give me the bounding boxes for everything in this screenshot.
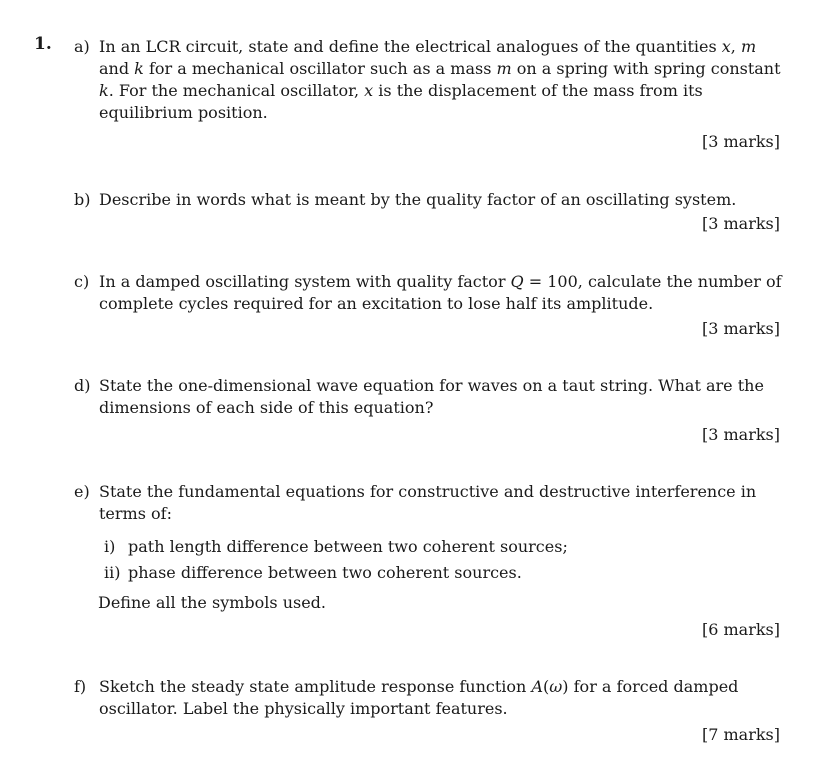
part-b-marks: [3 marks] [701, 214, 780, 233]
subitem-ii-text: phase difference between two coherent sources. [128, 563, 522, 582]
part-a-text: In an LCR circuit, state and define the electrical analogues of the quantities x, m and k for a mechanical oscillator such as a mass m on a spring with spring constant k. For the mechanical oscillator, x is the displacement of the mass from its equilibrium position. [99, 37, 781, 122]
part-c [74, 271, 782, 315]
part-e-subitem-ii [104, 562, 522, 584]
subitem-i-text: path length difference between two coherent sources; [128, 537, 568, 556]
part-f [74, 676, 782, 720]
part-e-text: State the fundamental equations for constructive and destructive interference in terms of: [99, 482, 757, 523]
part-c-marks: [3 marks] [701, 319, 780, 338]
part-e-define: Define all the symbols used. [98, 593, 326, 612]
part-e-subitem-i [104, 536, 568, 558]
part-d [74, 375, 782, 419]
part-f-label: f) [74, 677, 87, 696]
part-c-text: In a damped oscillating system with quality factor Q = 100, calculate the number of complete cycles required for an excitation to lose half its amplitude. [99, 272, 782, 313]
part-f-text: Sketch the steady state amplitude response function A(ω) for a forced damped oscillator. Label the physically important features. [99, 677, 739, 718]
part-f-marks: [7 marks] [701, 725, 780, 744]
part-b [74, 189, 782, 211]
part-d-marks: [3 marks] [701, 425, 780, 444]
question-number: 1. [34, 34, 52, 54]
part-c-label: c) [74, 272, 90, 291]
part-a [74, 36, 782, 124]
part-e-label: e) [74, 482, 90, 501]
part-d-text: State the one-dimensional wave equation for waves on a taut string. What are the dimensions of each side of this equation? [99, 376, 764, 417]
part-a-marks: [3 marks] [701, 132, 780, 151]
part-b-label: b) [74, 190, 91, 209]
part-d-label: d) [74, 376, 91, 395]
subitem-i-label: i) [104, 537, 116, 556]
part-e [74, 481, 782, 525]
subitem-ii-label: ii) [104, 563, 121, 582]
part-a-label: a) [74, 37, 90, 56]
part-b-text: Describe in words what is meant by the quality factor of an oscillating system. [99, 190, 737, 209]
part-e-marks: [6 marks] [701, 620, 780, 639]
